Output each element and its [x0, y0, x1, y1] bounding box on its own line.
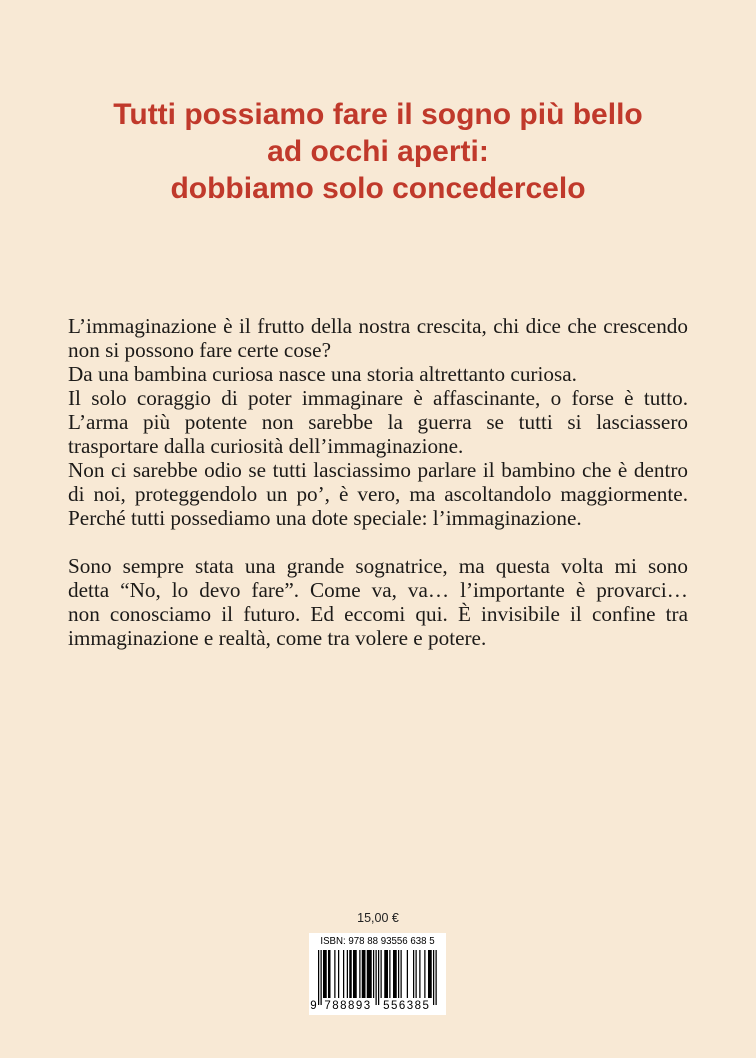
blurb-line: trasportare dalla curiosità dell’immaginazione.: [68, 434, 464, 458]
blurb-line: di noi, proteggendolo un po’, è vero, ma ascoltandolo maggiormente.: [68, 482, 688, 506]
barcode-bar: [353, 950, 357, 998]
barcode-bar: [373, 950, 374, 998]
barcode-digits-left: 788893: [324, 1000, 372, 1012]
blurb-line: Il solo coraggio di poter immaginare è affascinante, o forse è tutto.: [68, 386, 688, 410]
barcode-bar: [362, 950, 366, 998]
blurb-line: non conosciamo il futuro. Ed eccomi qui. È invisibile il confine tra: [68, 602, 688, 626]
tagline: [0, 96, 756, 207]
barcode-guard-bar: [376, 950, 377, 1005]
barcode-bar: [338, 950, 339, 998]
blurb-line: L’arma più potente non sarebbe la guerra se tutti si lasciassero: [68, 410, 688, 434]
barcode-bar: [328, 950, 331, 998]
blurb-line: non si possono fare certe cose?: [68, 338, 331, 362]
price-label: 15,00 €: [357, 911, 399, 925]
barcode-bar: [343, 950, 344, 998]
barcode-bar: [334, 950, 335, 998]
barcode-bar: [367, 950, 372, 998]
blurb-line: Da una bambina curiosa nasce una storia altrettanto curiosa.: [68, 362, 577, 386]
blurb-line: Perché tutti possediamo una dote speciale: l’immaginazione.: [68, 506, 582, 530]
barcode-digits-right: 556385: [383, 1000, 431, 1012]
barcode-bar: [416, 950, 417, 998]
isbn-label: ISBN: 978 88 93556 638 5: [320, 936, 435, 947]
barcode-guard-bar: [436, 950, 437, 1005]
barcode-digit-lead: 9: [310, 1000, 317, 1012]
barcode-bar: [389, 950, 390, 998]
blurb-line: Sono sempre stata una grande sognatrice, ma questa volta mi sono: [68, 554, 688, 578]
blurb-line: immaginazione e realtà, come tra volere e potere.: [68, 626, 487, 650]
barcode-bar: [349, 950, 352, 998]
barcode-guard-bar: [378, 950, 379, 1005]
barcode-bar: [401, 950, 402, 998]
tagline-line: Tutti possiamo fare il sogno più bello: [113, 98, 643, 131]
barcode-bar: [347, 950, 348, 998]
barcode-bar: [398, 950, 399, 998]
barcode-guard-bar: [433, 950, 434, 1005]
barcode-bar: [381, 950, 382, 998]
barcode-bar: [424, 950, 425, 998]
barcode-guard-bar: [318, 950, 319, 1005]
barcode-guard-bar: [321, 950, 322, 1005]
blurb-paragraph: [68, 554, 688, 650]
isbn-barcode: [309, 933, 446, 1015]
blurb-line: detta “No, lo devo fare”. Come va, va… l’importante è provarci…: [68, 578, 688, 602]
barcode-bar: [413, 950, 414, 998]
tagline-line: ad occhi aperti:: [267, 135, 489, 168]
barcode-bar: [407, 950, 408, 998]
barcode-bar: [384, 950, 388, 998]
blurb-line: Non ci sarebbe odio se tutti lasciassimo parlare il bambino che è dentro: [68, 458, 688, 482]
blurb-paragraph: [68, 314, 688, 530]
barcode-bar: [393, 950, 397, 998]
barcode-bar: [428, 950, 432, 998]
barcode-bars: [318, 950, 437, 1005]
barcode-bar: [359, 950, 360, 998]
barcode-bar: [419, 950, 420, 998]
blurb-line: L’immaginazione è il frutto della nostra crescita, chi dice che crescendo: [68, 314, 688, 338]
barcode-bar: [323, 950, 327, 998]
blurb: [68, 314, 688, 674]
tagline-line: dobbiamo solo concedercelo: [170, 172, 586, 205]
